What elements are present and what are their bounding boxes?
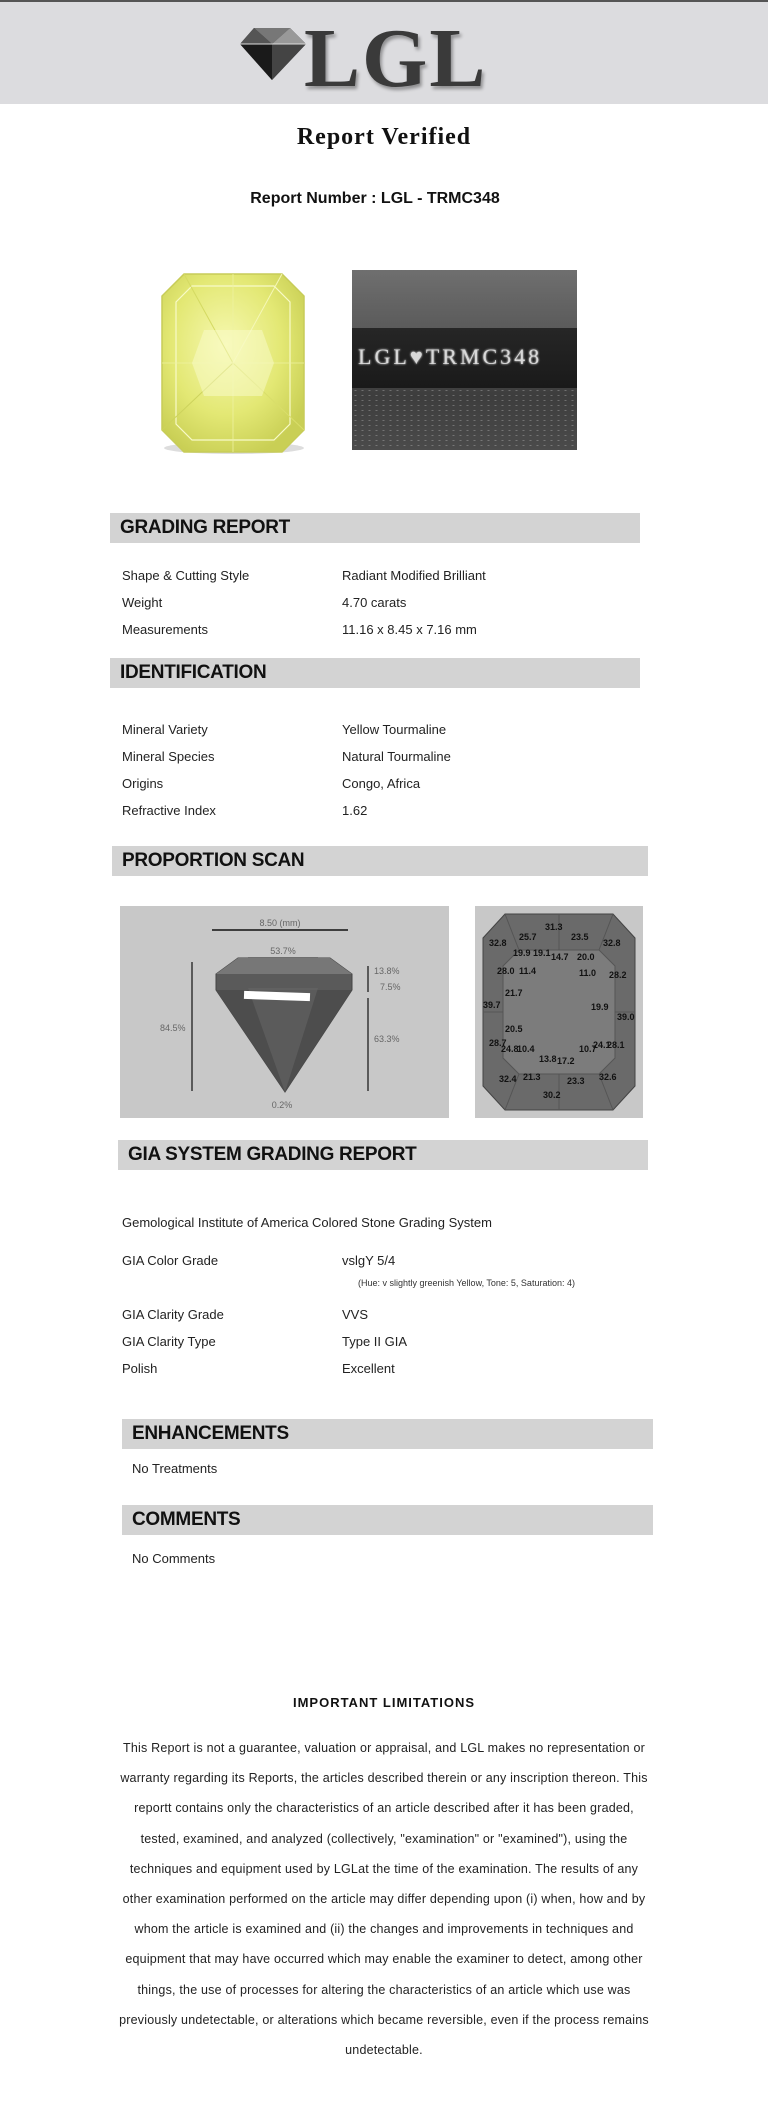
row-value: Natural Tourmaline <box>342 749 451 764</box>
facet-angle-label: 20.5 <box>505 1024 523 1034</box>
facet-angle-label: 23.3 <box>567 1076 585 1086</box>
pavilion-pct: 63.3% <box>374 1034 400 1044</box>
facet-angle-label: 39.7 <box>483 1000 501 1010</box>
facet-angle-label: 21.7 <box>505 988 523 998</box>
row-value: 11.16 x 8.45 x 7.16 mm <box>342 622 477 637</box>
facet-angle-label: 28.2 <box>609 970 627 980</box>
facet-angle-label: 28.1 <box>607 1040 625 1050</box>
row-label: GIA Clarity Grade <box>122 1307 224 1322</box>
gia-report-header: GIA SYSTEM GRADING REPORT <box>118 1140 648 1170</box>
facet-angle-label: 21.3 <box>523 1072 541 1082</box>
comments-header: COMMENTS <box>122 1505 653 1535</box>
gia-system-name: Gemological Institute of America Colored Stone Grading System <box>122 1215 492 1230</box>
logo-text: LGL <box>304 12 488 105</box>
row-value: Radiant Modified Brilliant <box>342 568 486 583</box>
report-number: Report Number : LGL - TRMC348 <box>250 190 500 207</box>
limitations-title: IMPORTANT LIMITATIONS <box>292 1695 476 1710</box>
row-value: Type II GIA <box>342 1334 408 1349</box>
grading-report-header: GRADING REPORT <box>110 513 640 543</box>
facet-angle-label: 30.2 <box>543 1090 561 1100</box>
row-label: Mineral Species <box>122 749 215 764</box>
facet-angle-label: 19.9 <box>591 1002 609 1012</box>
enhancements-text: No Treatments <box>132 1461 218 1476</box>
facet-angle-label: 19.1 <box>533 948 551 958</box>
row-value: 4.70 carats <box>342 595 407 610</box>
total-depth-pct: 84.5% <box>160 1023 186 1033</box>
limitations-body: This Report is not a guarantee, valuation or appraisal, and LGL makes no representation or warranty regarding its Reports, the articles described therein or any inscription thereon. This reportt contains only the characteristics of an article described after it has been graded, tested, examined, and analyzed (collectively, "examination" or "examined"), using the techniques and equipment used by LGLat the time of the examination. The results of any other examination performed on the article may differ depending upon (i) when, how and by whom the article is examined and (ii) the changes and improvements in techniques and equipment that may have occurred which may enable the examiner to detect, among other things, the use of processes for altering the characteristics of an article which use was previously undetectable, or alterations which became reversible, even if the process remains undetectable. <box>119 1741 649 2058</box>
facet-angle-label: 24.1 <box>593 1040 611 1050</box>
proportion-scan-header: PROPORTION SCAN <box>112 846 648 876</box>
facet-angle-label: 28.7 <box>489 1038 507 1048</box>
facet-angle-label: 31.3 <box>545 922 563 932</box>
facet-angle-label: 19.9 <box>513 948 531 958</box>
gemstone-photo <box>134 270 324 458</box>
facet-angle-label: 14.7 <box>551 952 569 962</box>
facet-angle-label: 32.4 <box>499 1074 517 1084</box>
facet-angle-label: 10.7 <box>579 1044 597 1054</box>
culet-pct: 0.2% <box>271 1100 293 1110</box>
proportion-side-view <box>120 906 449 1118</box>
facet-angle-label: 20.0 <box>577 952 595 962</box>
crown-pct: 13.8% <box>374 966 400 976</box>
inscription-text: LGL♥TRMC348 <box>358 344 543 369</box>
facet-angle-label: 17.2 <box>557 1056 575 1066</box>
inscription-texture <box>352 388 577 450</box>
facet-angle-label: 24.8 <box>501 1044 519 1054</box>
laser-inscription-photo <box>352 270 577 450</box>
row-value: Congo, Africa <box>342 776 421 791</box>
facet-angle-label: 11.4 <box>519 966 537 976</box>
facet-angle-label: 25.7 <box>519 932 537 942</box>
facet-angle-label: 11.0 <box>579 968 597 978</box>
row-label: Origins <box>122 776 164 791</box>
facet-angle-label: 28.0 <box>497 966 515 976</box>
row-label: Refractive Index <box>122 803 216 818</box>
enhancements-header: ENHANCEMENTS <box>122 1419 653 1449</box>
row-label: Weight <box>122 595 163 610</box>
row-label: Mineral Variety <box>122 722 208 737</box>
facet-angle-label: 32.8 <box>489 938 507 948</box>
facet-angle-label: 23.5 <box>571 932 589 942</box>
facet-angle-label: 13.8 <box>539 1054 557 1064</box>
row-value: VVS <box>342 1307 369 1322</box>
proportion-top-view <box>475 906 643 1118</box>
width-label: 8.50 (mm) <box>259 918 301 928</box>
row-value: 1.62 <box>342 803 368 818</box>
lgl-logo[interactable] <box>232 12 492 105</box>
facet-angle-label: 32.8 <box>603 938 621 948</box>
row-label: GIA Color Grade <box>122 1253 219 1268</box>
identification-header: IDENTIFICATION <box>110 658 640 688</box>
table-pct: 53.7% <box>270 946 296 956</box>
facet-angle-label: 32.6 <box>599 1072 617 1082</box>
row-label: Polish <box>122 1361 158 1376</box>
row-value: vslgY 5/4 <box>342 1253 396 1268</box>
row-value: Excellent <box>342 1361 395 1376</box>
page-title: Report Verified <box>296 124 472 150</box>
header-banner <box>0 0 768 104</box>
facet-angle-label: 10.4 <box>517 1044 535 1054</box>
row-value: Yellow Tourmaline <box>342 722 447 737</box>
diamond-icon <box>232 22 312 86</box>
row-label: Shape & Cutting Style <box>122 568 250 583</box>
row-label: GIA Clarity Type <box>122 1334 216 1349</box>
girdle-pct: 7.5% <box>380 982 401 992</box>
hue-note: (Hue: v slightly greenish Yellow, Tone: 5, Saturation: 4) <box>358 1278 575 1288</box>
row-label: Measurements <box>122 622 208 637</box>
comments-text: No Comments <box>132 1551 216 1566</box>
facet-angle-label: 39.0 <box>617 1012 635 1022</box>
